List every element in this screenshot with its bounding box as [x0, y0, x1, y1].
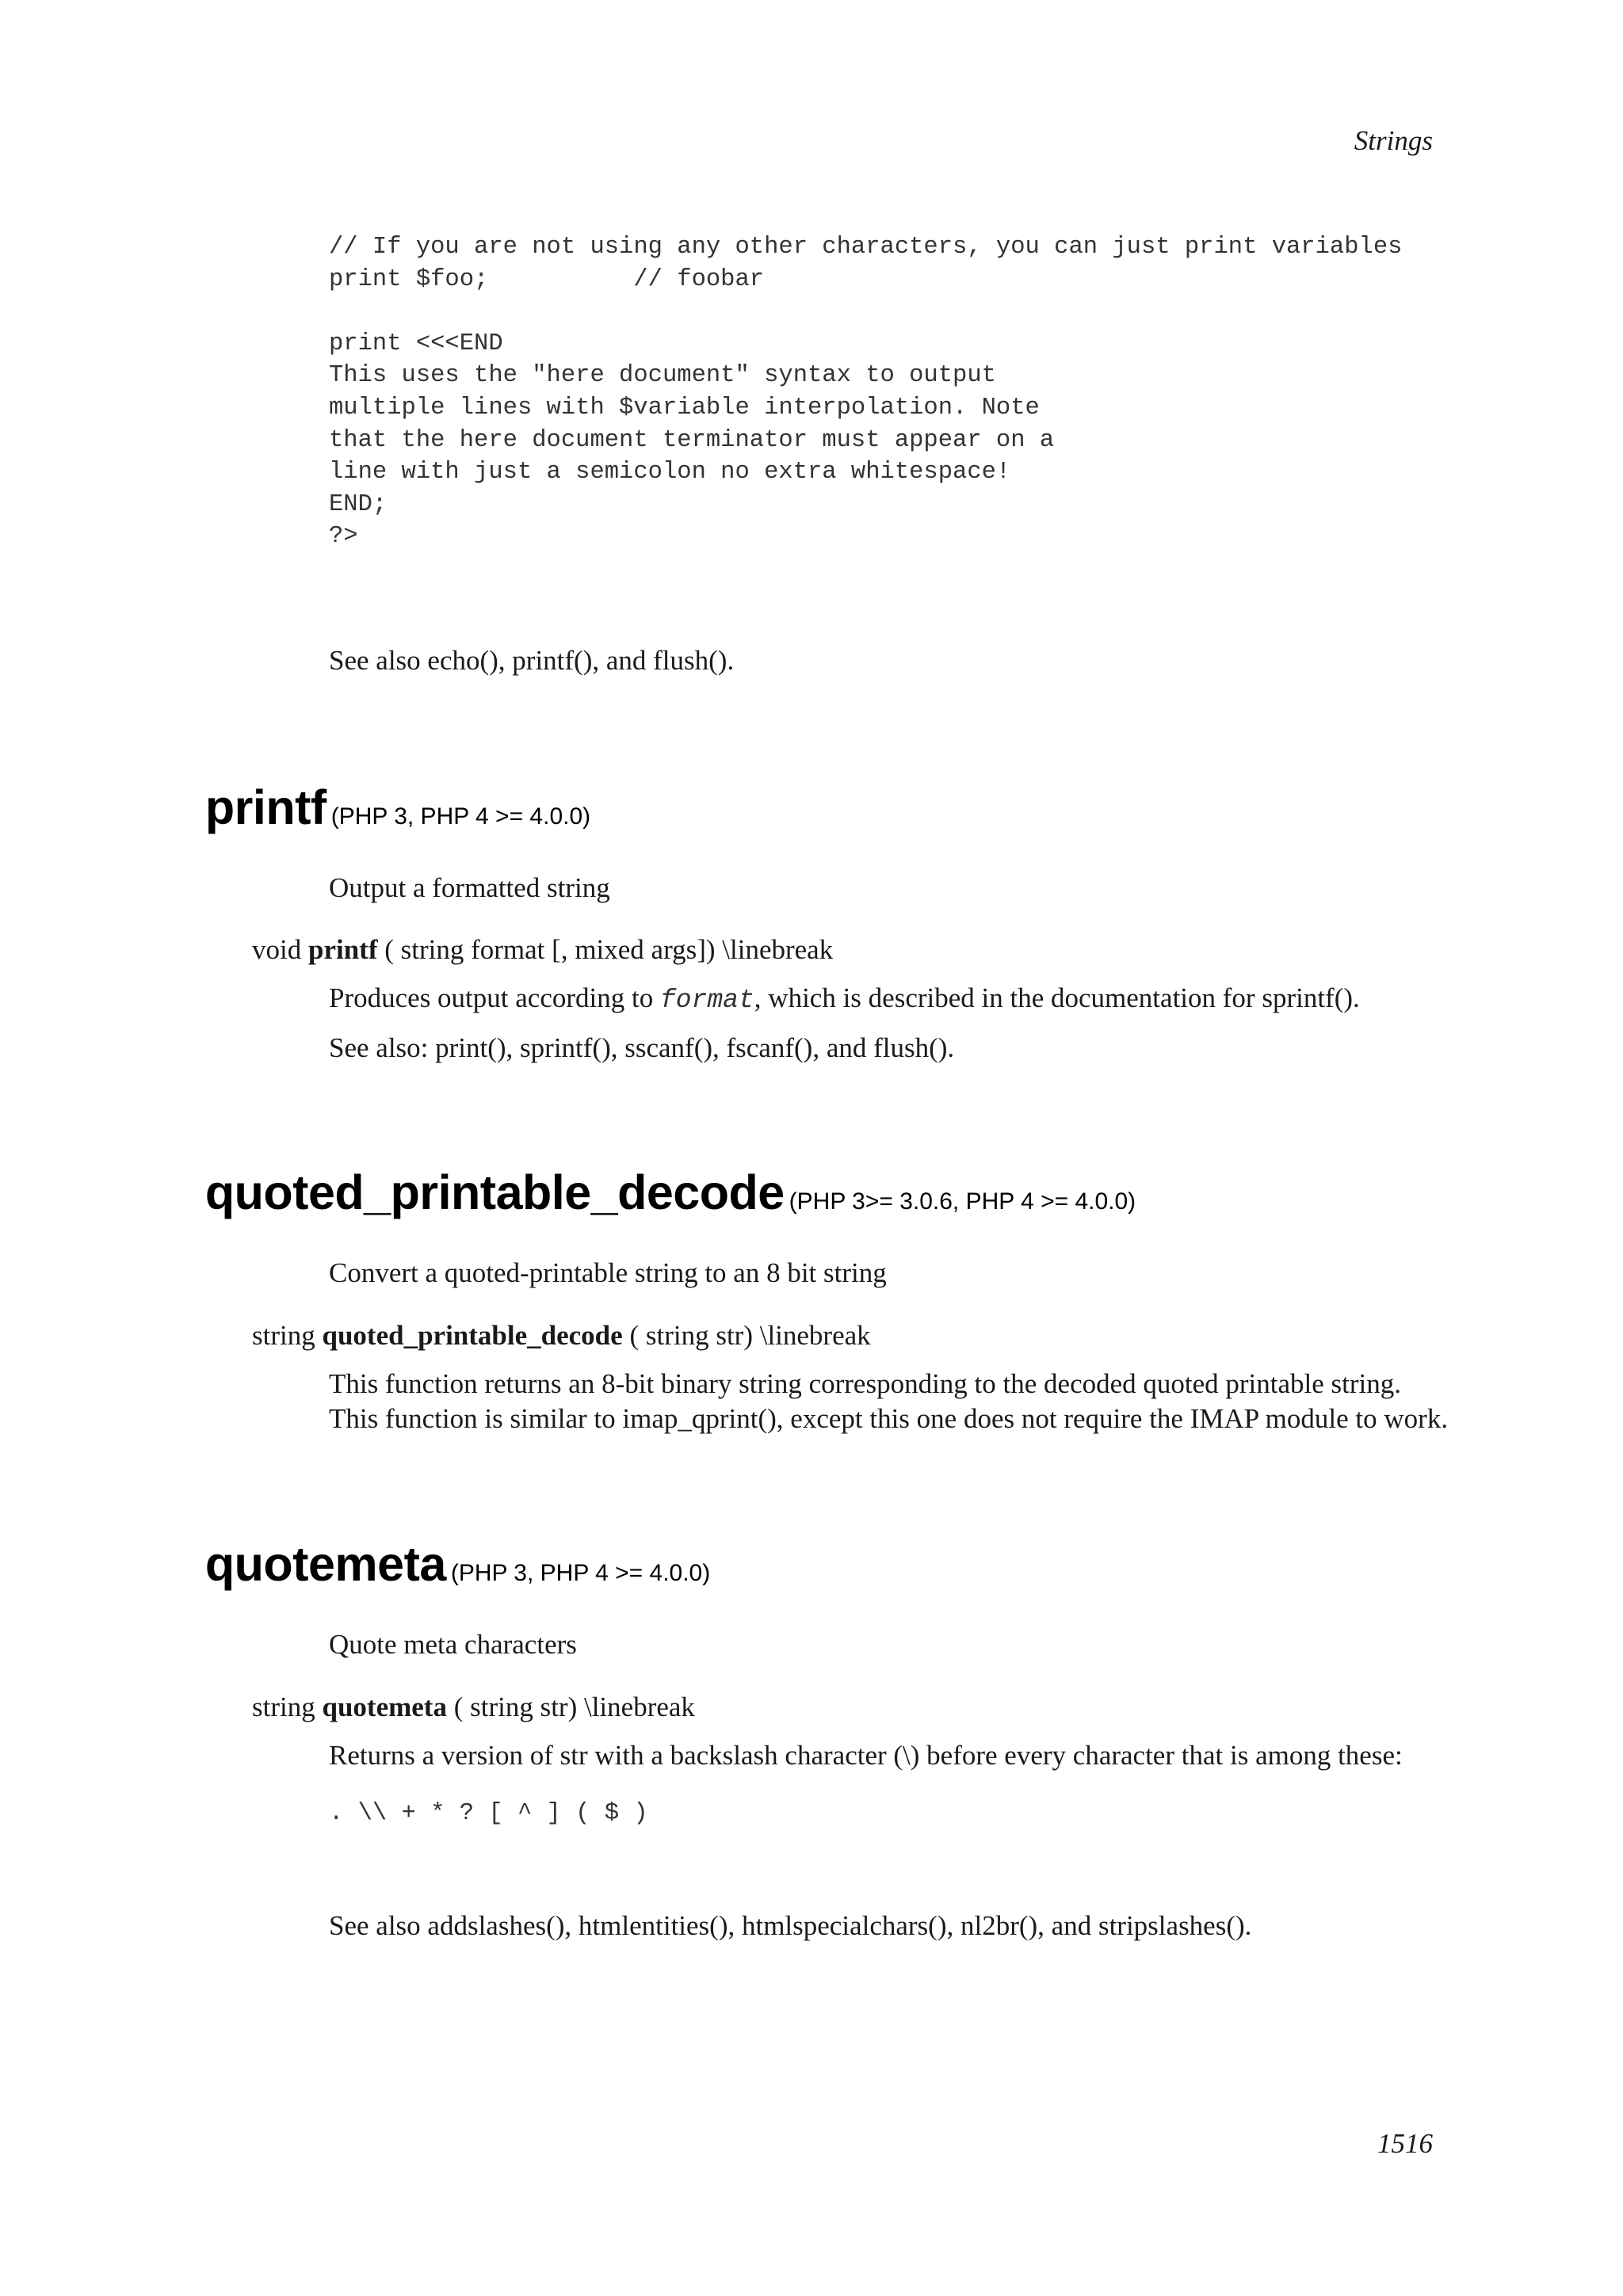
page-number: 1516: [1377, 2128, 1433, 2159]
synopsis-params: ( string format [, mixed args]) \linebreak: [384, 934, 834, 965]
function-heading-quotemeta: [198, 1527, 710, 1589]
synopsis-params: ( string str) \linebreak: [629, 1320, 871, 1351]
synopsis-function-name: quoted_printable_decode: [322, 1320, 623, 1351]
function-purpose: Output a formatted string: [329, 872, 610, 903]
function-version: (PHP 3, PHP 4 >= 4.0.0): [450, 1560, 711, 1586]
function-heading-quoted-printable-decode: [198, 1156, 1136, 1217]
code-line: that the here document terminator must appear on a: [329, 426, 1055, 454]
function-purpose: Quote meta characters: [329, 1629, 577, 1660]
synopsis-function-name: quotemeta: [322, 1691, 447, 1722]
return-type: void: [252, 934, 302, 965]
function-description-line: This function is similar to imap_qprint(), except this one does not require the IMAP module to work.: [329, 1403, 1449, 1434]
function-description-line: This function returns an 8-bit binary string corresponding to the decoded quoted printable string.: [329, 1368, 1402, 1399]
meta-characters-list: . \\ + * ? [ ^ ] ( $ ): [329, 1800, 648, 1827]
synopsis-function-name: printf: [307, 934, 378, 965]
function-name: printf: [204, 780, 327, 834]
code-line: print $foo; // foobar: [329, 265, 765, 293]
return-type: string: [252, 1320, 315, 1351]
code-line: // If you are not using any other characters, you can just print variables: [329, 234, 1403, 261]
code-example-print: [329, 231, 1402, 553]
synopsis-params: ( string str) \linebreak: [453, 1691, 695, 1722]
code-line: print <<<END: [329, 330, 503, 357]
code-line: END;: [329, 490, 388, 518]
function-description: Returns a version of str with a backslash character (\) before every character that is among these:: [329, 1740, 1403, 1771]
function-synopsis: [252, 1320, 871, 1352]
function-synopsis: [252, 934, 833, 966]
function-heading-printf: [198, 771, 590, 832]
code-line: line with just a semicolon no extra whitespace!: [329, 459, 1011, 486]
function-synopsis: [252, 1691, 695, 1723]
code-line: This uses the "here document" syntax to output: [329, 362, 996, 390]
code-line: ?>: [329, 523, 358, 551]
running-header: Strings: [1354, 125, 1433, 156]
function-description: [329, 982, 1360, 1016]
return-type: string: [252, 1691, 315, 1722]
function-version: (PHP 3>= 3.0.6, PHP 4 >= 4.0.0): [789, 1188, 1136, 1215]
description-text: Produces output according to: [329, 982, 660, 1013]
function-see-also: See also: print(), sprintf(), sscanf(), fscanf(), and flush().: [329, 1032, 955, 1063]
code-line: multiple lines with $variable interpolation. Note: [329, 394, 1040, 421]
function-purpose: Convert a quoted-printable string to an 8 bit string: [329, 1257, 887, 1288]
function-name: quoted_printable_decode: [204, 1165, 785, 1219]
function-see-also: See also addslashes(), htmlentities(), htmlspecialchars(), nl2br(), and stripslashes().: [329, 1910, 1252, 1941]
function-name: quotemeta: [204, 1537, 446, 1591]
print-see-also: See also echo(), printf(), and flush().: [329, 645, 735, 676]
description-text: , which is described in the documentation for sprintf().: [754, 982, 1360, 1013]
parameter-name: format: [659, 986, 754, 1015]
function-version: (PHP 3, PHP 4 >= 4.0.0): [330, 803, 591, 830]
